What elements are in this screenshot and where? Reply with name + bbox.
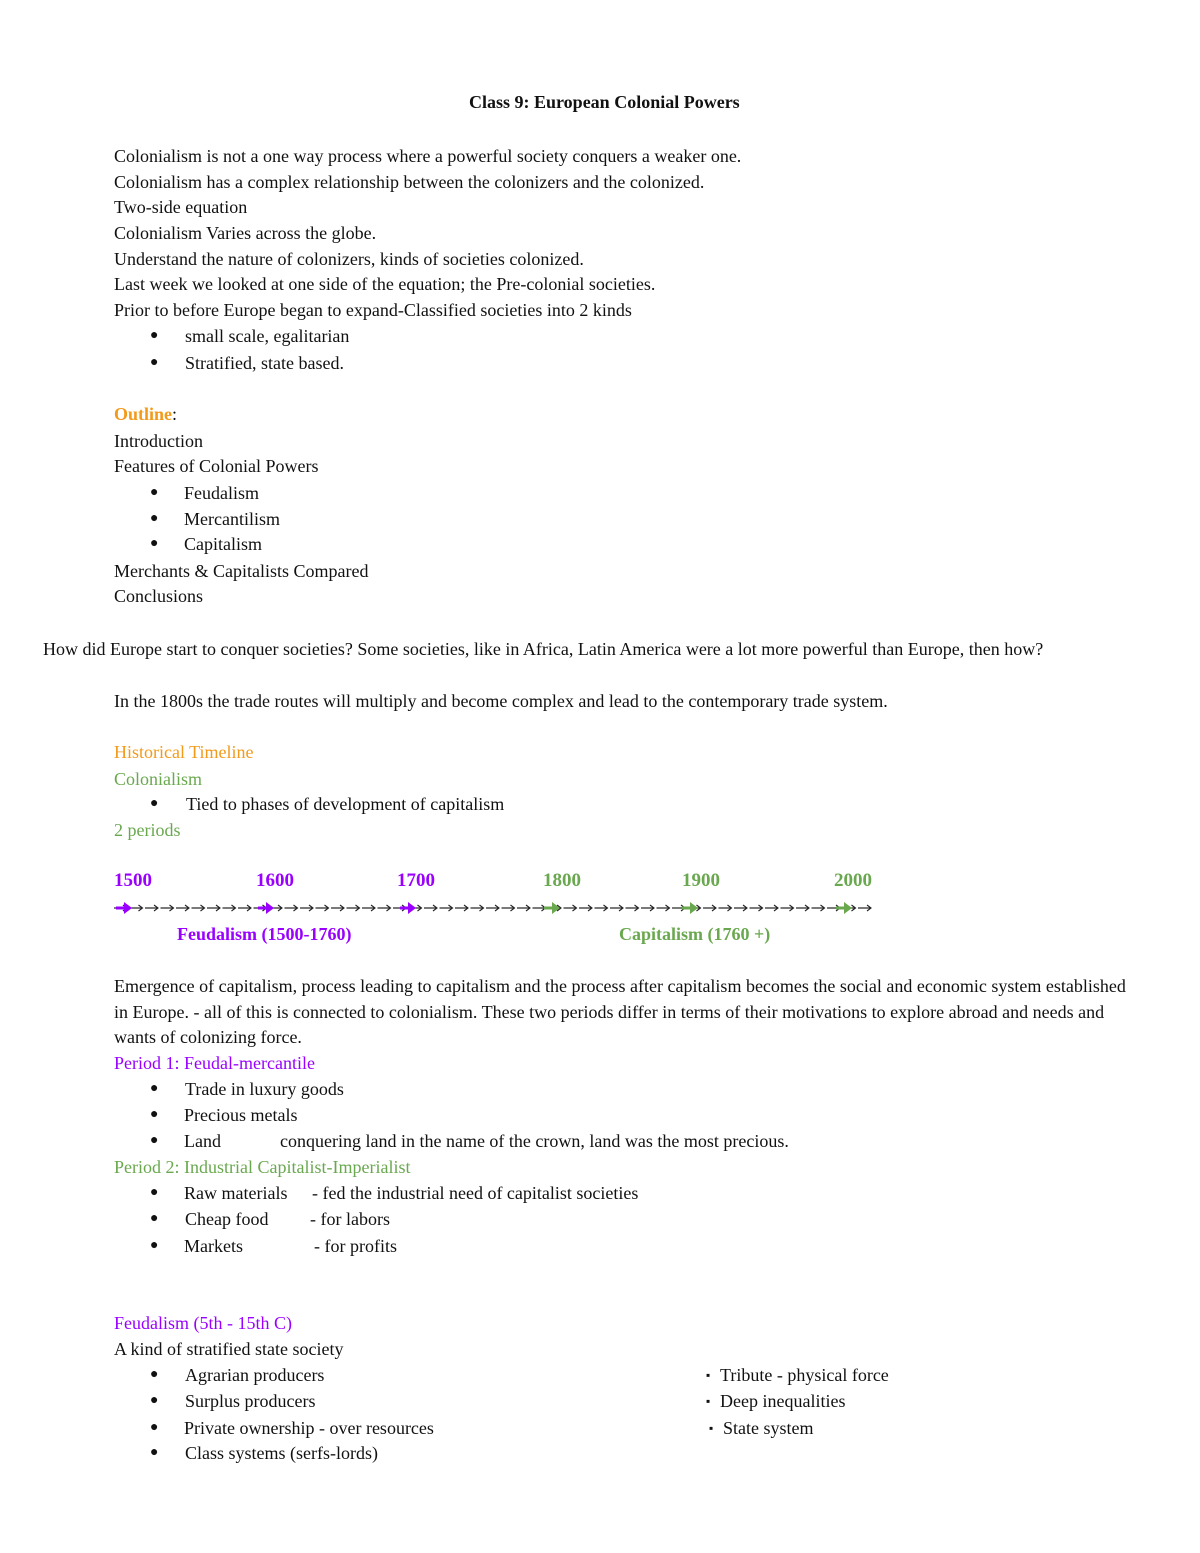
intro-line: Colonialism has a complex relationship between the colonizers and the colonized. bbox=[114, 172, 705, 192]
intro-line: Prior to before Europe began to expand-Classified societies into 2 kinds bbox=[114, 300, 632, 320]
bullet-icon: ● bbox=[150, 328, 159, 343]
timeline-year: 1600 bbox=[256, 870, 294, 891]
outline-item: Introduction bbox=[114, 431, 203, 451]
feudalism-subtitle: A kind of stratified state society bbox=[114, 1339, 344, 1359]
outline-item: Conclusions bbox=[114, 586, 204, 606]
list-item-note: conquering land in the name of the crown, land was the most precious. bbox=[280, 1131, 789, 1151]
bullet-icon: ● bbox=[150, 1081, 159, 1096]
outline-heading bbox=[114, 403, 177, 425]
list-item: Class systems (serfs-lords) bbox=[185, 1443, 378, 1463]
timeline-year: 1700 bbox=[397, 870, 435, 891]
timeline-marker-head bbox=[844, 902, 852, 914]
square-bullet-icon: ▪ bbox=[709, 1421, 714, 1435]
bullet-icon: ● bbox=[150, 1107, 159, 1122]
outline-colon: : bbox=[172, 404, 178, 424]
timeline-year: 1900 bbox=[682, 870, 720, 891]
feudalism-heading: Feudalism (5th - 15th C) bbox=[114, 1313, 292, 1333]
capitalism-period-label: Capitalism (1760 +) bbox=[619, 924, 771, 944]
bullet-icon: ● bbox=[150, 1445, 159, 1460]
list-item: Precious metals bbox=[184, 1105, 298, 1125]
intro-line: Last week we looked at one side of the equation; the Pre-colonial societies. bbox=[114, 274, 656, 294]
bullet-icon: ● bbox=[150, 1420, 159, 1435]
outline-label: Outline bbox=[114, 404, 173, 424]
bullet-icon: ● bbox=[150, 511, 159, 526]
list-item: Raw materials bbox=[184, 1183, 288, 1203]
list-item: small scale, egalitarian bbox=[185, 326, 350, 346]
bullet-icon: ● bbox=[150, 1393, 159, 1408]
intro-line: Colonialism is not a one way process where a powerful society conquers a weaker one. bbox=[114, 146, 742, 166]
list-item: Cheap food bbox=[185, 1209, 269, 1229]
list-item: Markets bbox=[184, 1236, 243, 1256]
timeline-marker-head bbox=[266, 902, 274, 914]
list-item: Tied to phases of development of capitalism bbox=[186, 794, 505, 814]
feudalism-period-label: Feudalism (1500-1760) bbox=[177, 924, 352, 944]
bullet-icon: ● bbox=[150, 1367, 159, 1382]
list-item: Private ownership - over resources bbox=[184, 1418, 434, 1438]
list-item: Surplus producers bbox=[185, 1391, 316, 1411]
bullet-icon: ● bbox=[150, 355, 159, 370]
outline-item: Merchants & Capitalists Compared bbox=[114, 561, 369, 581]
period1-heading: Period 1: Feudal-mercantile bbox=[114, 1053, 315, 1073]
list-item-note: - fed the industrial need of capitalist societies bbox=[312, 1183, 639, 1203]
bullet-icon: ● bbox=[150, 1133, 159, 1148]
outline-sub-item: Feudalism bbox=[184, 483, 259, 503]
bullet-icon: ● bbox=[150, 1238, 159, 1253]
list-item-note: - for labors bbox=[310, 1209, 390, 1229]
periods-heading: 2 periods bbox=[114, 820, 181, 840]
timeline-year: 2000 bbox=[834, 870, 872, 891]
timeline-marker-head bbox=[124, 902, 132, 914]
bullet-icon: ● bbox=[150, 1185, 159, 1200]
timeline-marker-head bbox=[408, 902, 416, 914]
intro-line: Understand the nature of colonizers, kinds of societies colonized. bbox=[114, 249, 584, 269]
question-text: How did Europe start to conquer societies? Some societies, like in Africa, Latin America were a lot more powerful than Europe, then how? bbox=[43, 639, 1044, 659]
page-title: Class 9: European Colonial Powers bbox=[469, 92, 740, 112]
list-item: Land bbox=[184, 1131, 221, 1151]
list-item-note: - for profits bbox=[314, 1236, 397, 1256]
outline-sub-item: Capitalism bbox=[184, 534, 262, 554]
outline-sub-item: Mercantilism bbox=[184, 509, 280, 529]
bullet-icon: ● bbox=[150, 536, 159, 551]
timeline-year: 1500 bbox=[114, 870, 152, 891]
emergence-paragraph: Emergence of capitalism, process leading to capitalism and the process after capitalism becomes the social and economic system established in Europe. - all of this is connected to colonialism. These two periods differ in terms of their motivations to explore abroad and needs and wants of colonizing force. bbox=[114, 976, 1126, 1047]
timeline-arrow bbox=[112, 898, 882, 918]
list-item: Agrarian producers bbox=[185, 1365, 325, 1385]
side-item: Deep inequalities bbox=[720, 1391, 846, 1411]
side-item: Tribute - physical force bbox=[720, 1365, 889, 1385]
intro-line: Two-side equation bbox=[114, 197, 248, 217]
bullet-icon: ● bbox=[150, 485, 159, 500]
outline-item: Features of Colonial Powers bbox=[114, 456, 319, 476]
list-item: Stratified, state based. bbox=[185, 353, 344, 373]
bullet-icon: ● bbox=[150, 1211, 159, 1226]
square-bullet-icon: ▪ bbox=[706, 1394, 711, 1408]
period2-heading: Period 2: Industrial Capitalist-Imperialist bbox=[114, 1157, 411, 1177]
timeline-year: 1800 bbox=[543, 870, 581, 891]
bullet-icon: ● bbox=[150, 796, 159, 811]
square-bullet-icon: ▪ bbox=[706, 1368, 711, 1382]
timeline-heading: Historical Timeline bbox=[114, 742, 254, 762]
trade-note: In the 1800s the trade routes will multiply and become complex and lead to the contemporary trade system. bbox=[114, 691, 888, 711]
timeline-marker-head bbox=[690, 902, 698, 914]
intro-line: Colonialism Varies across the globe. bbox=[114, 223, 377, 243]
colonialism-heading: Colonialism bbox=[114, 769, 203, 789]
side-item: State system bbox=[723, 1418, 814, 1438]
timeline-marker-head bbox=[552, 902, 560, 914]
list-item: Trade in luxury goods bbox=[185, 1079, 344, 1099]
